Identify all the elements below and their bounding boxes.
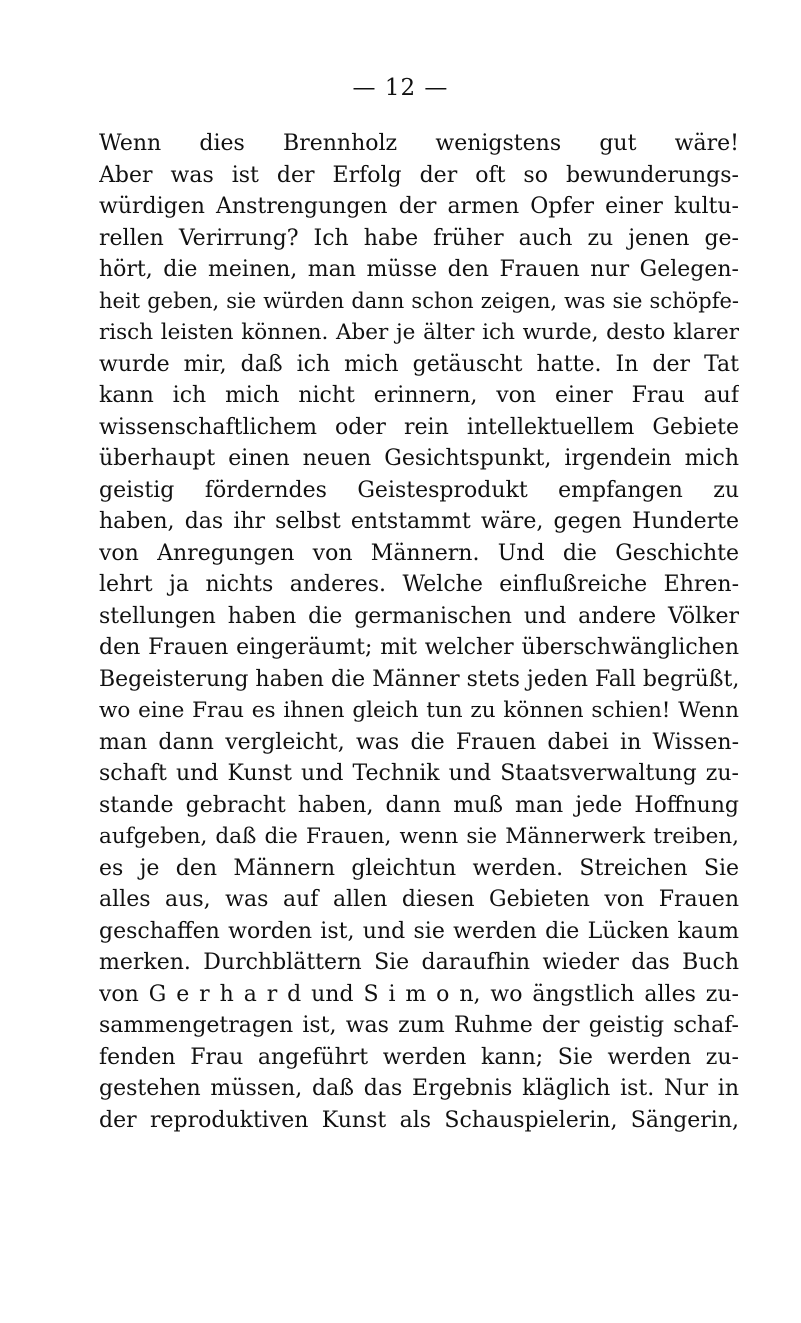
text-line: kann ich mich nicht erinnern, von einer Frau auf (99, 383, 739, 408)
text-line: rellen Verirrung? Ich habe früher auch zu jenen ge- (99, 225, 739, 251)
text-line: Aber was ist der Erfolg der oft so bewunderungs- (99, 162, 739, 188)
text-line: Begeisterung haben die Männer stets jeden Fall begrüßt, (99, 666, 739, 692)
text-line: risch leisten können. Aber je älter ich wurde, desto klarer (99, 320, 739, 345)
text-line: man dann vergleicht, was die Frauen dabei in Wissen- (99, 729, 739, 755)
text-line: von G e r h a r d und S i m o n, wo ängstlich alles zu- (99, 981, 739, 1007)
body-text (99, 128, 739, 1136)
text-line: stellungen haben die germanischen und andere Völker (99, 603, 739, 629)
text-line: der reproduktiven Kunst als Schauspielerin, Sängerin, (99, 1107, 739, 1133)
text-line: gestehen müssen, daß das Ergebnis kläglich ist. Nur in (99, 1076, 739, 1101)
text-line: es je den Männern gleichtun werden. Streichen Sie (99, 855, 739, 881)
text-line: wurde mir, daß ich mich getäuscht hatte. In der Tat (99, 351, 739, 377)
text-line: geistig förderndes Geistesprodukt empfangen zu (99, 477, 739, 503)
text-line: von Anregungen von Männern. Und die Geschichte (99, 540, 739, 566)
text-line: wo eine Frau es ihnen gleich tun zu können schien! Wenn (99, 698, 739, 723)
text-line: hört, die meinen, man müsse den Frauen nur Gelegen- (99, 257, 739, 282)
page-number: — 12 — (352, 75, 449, 101)
text-line: schaft und Kunst und Technik und Staatsverwaltung zu- (99, 761, 739, 786)
text-line: lehrt ja nichts anderes. Welche einflußreiche Ehren- (99, 572, 739, 597)
text-line: den Frauen eingeräumt; mit welcher überschwänglichen (99, 635, 739, 660)
text-line: fenden Frau angeführt werden kann; Sie werden zu- (99, 1044, 739, 1070)
text-line: Wenn dies Brennholz wenigstens gut wäre! (99, 131, 739, 156)
text-line: heit geben, sie würden dann schon zeigen, was sie schöpfe- (99, 288, 739, 313)
text-line: aufgeben, daß die Frauen, wenn sie Männerwerk treiben, (99, 824, 739, 849)
text-line: merken. Durchblättern Sie daraufhin wieder das Buch (99, 950, 739, 975)
text-line: haben, das ihr selbst entstammt wäre, gegen Hunderte (99, 509, 739, 534)
text-line: überhaupt einen neuen Gesichtspunkt, irgendein mich (99, 446, 739, 471)
text-line: alles aus, was auf allen diesen Gebieten von Frauen (99, 887, 739, 912)
text-line: stande gebracht haben, dann muß man jede Hoffnung (99, 792, 739, 818)
text-line: wissenschaftlichem oder rein intellektuellem Gebiete (99, 414, 739, 440)
text-line: geschaffen worden ist, und sie werden die Lücken kaum (99, 918, 739, 944)
text-line: sammengetragen ist, was zum Ruhme der geistig schaf- (99, 1013, 739, 1038)
text-line: würdigen Anstrengungen der armen Opfer einer kultu- (99, 194, 739, 219)
